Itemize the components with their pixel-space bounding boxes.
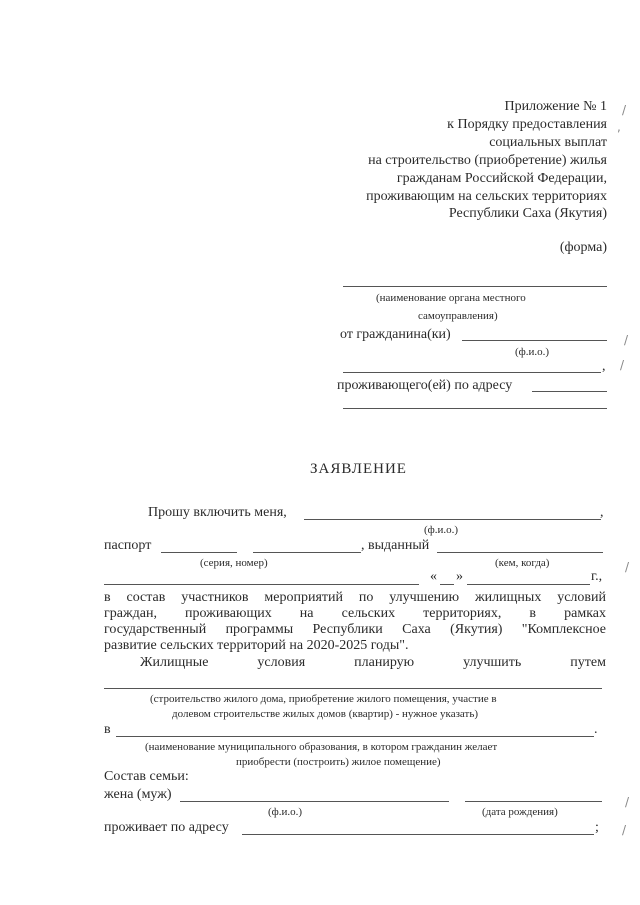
appendix-number: Приложение № 1 bbox=[504, 99, 607, 114]
municipality-hint: приобрести (построить) жилое помещение) bbox=[236, 756, 441, 768]
address-line bbox=[532, 391, 607, 392]
birth-date-hint: (дата рождения) bbox=[482, 806, 558, 818]
fio-hint: (ф.и.о.) bbox=[424, 524, 459, 536]
address-line-2 bbox=[343, 408, 607, 409]
spouse-label: жена (муж) bbox=[104, 787, 172, 802]
appendix-line: на строительство (приобретение) жилья bbox=[368, 153, 607, 168]
applicant-name-line bbox=[304, 519, 601, 520]
municipality-hint: (наименование муниципального образования, в котором гражданин желает bbox=[145, 741, 498, 753]
margin-mark: / bbox=[622, 823, 627, 837]
margin-mark: / bbox=[624, 333, 629, 347]
margin-mark: , bbox=[617, 120, 621, 134]
citizen-name-line bbox=[462, 340, 607, 341]
appendix-line: проживающим на сельских территориях bbox=[366, 189, 607, 204]
method-hint: долевом строительстве жилых домов (квартир) - нужное указать) bbox=[172, 708, 479, 720]
margin-mark: / bbox=[625, 560, 630, 574]
fio-hint: (ф.и.о.) bbox=[515, 346, 550, 358]
family-composition-label: Состав семьи: bbox=[104, 769, 189, 784]
year-suffix: г., bbox=[591, 569, 603, 584]
spouse-name-line bbox=[180, 801, 449, 802]
organ-hint: самоуправления) bbox=[418, 310, 498, 322]
paragraph-line: в состав участников мероприятий по улучшению жилищных условий bbox=[104, 590, 606, 605]
day-line bbox=[440, 584, 454, 585]
method-line bbox=[104, 688, 602, 689]
passport-series-line bbox=[161, 552, 237, 553]
issuer-line bbox=[437, 552, 603, 553]
margin-mark: / bbox=[622, 103, 627, 117]
organ-name-line bbox=[343, 286, 607, 287]
comma: , bbox=[600, 505, 604, 520]
improvement-method-text: Жилищные условия планирую улучшить путем bbox=[140, 655, 606, 670]
issued-label: , выданный bbox=[361, 538, 430, 553]
residence-label: проживающего(ей) по адресу bbox=[337, 378, 513, 393]
municipality-line bbox=[116, 736, 594, 737]
paragraph-line: развитие сельских территорий на 2020-2025 годы". bbox=[104, 638, 409, 653]
method-hint: (строительство жилого дома, приобретение жилого помещения, участие в bbox=[150, 693, 497, 705]
organ-hint: (наименование органа местного bbox=[376, 292, 526, 304]
from-citizen-label: от гражданина(ки) bbox=[340, 327, 451, 342]
comma: , bbox=[602, 359, 606, 374]
appendix-line: гражданам Российской Федерации, bbox=[396, 171, 607, 186]
spouse-address-line bbox=[242, 834, 594, 835]
margin-mark: / bbox=[625, 795, 630, 809]
spouse-fio-hint: (ф.и.о.) bbox=[268, 806, 303, 818]
lives-at-label: проживает по адресу bbox=[104, 820, 229, 835]
appendix-line: социальных выплат bbox=[489, 135, 607, 150]
semicolon: ; bbox=[595, 820, 599, 835]
form-label: (форма) bbox=[559, 240, 607, 255]
paragraph-line: граждан, проживающих на сельских территориях, в рамках bbox=[104, 606, 606, 621]
request-text: Прошу включить меня, bbox=[148, 505, 287, 520]
spouse-birth-line bbox=[465, 801, 602, 802]
document-title: ЗАЯВЛЕНИЕ bbox=[310, 461, 407, 477]
citizen-name-line-2 bbox=[343, 372, 601, 373]
month-year-line bbox=[467, 584, 590, 585]
paragraph-line: государственный программы Республики Саха (Якутия) "Комплексное bbox=[104, 622, 606, 637]
issuer-line-2 bbox=[104, 584, 419, 585]
margin-mark: / bbox=[620, 358, 625, 372]
series-hint: (серия, номер) bbox=[200, 557, 268, 569]
passport-label: паспорт bbox=[104, 538, 152, 553]
passport-number-line bbox=[253, 552, 361, 553]
appendix-line: к Порядку предоставления bbox=[447, 117, 607, 132]
issuer-hint: (кем, когда) bbox=[495, 557, 550, 569]
period: . bbox=[594, 722, 598, 737]
date-close-quote: » bbox=[456, 569, 463, 584]
date-open-quote: « bbox=[430, 569, 437, 584]
in-label: в bbox=[104, 722, 111, 737]
appendix-line: Республики Саха (Якутия) bbox=[448, 206, 607, 221]
